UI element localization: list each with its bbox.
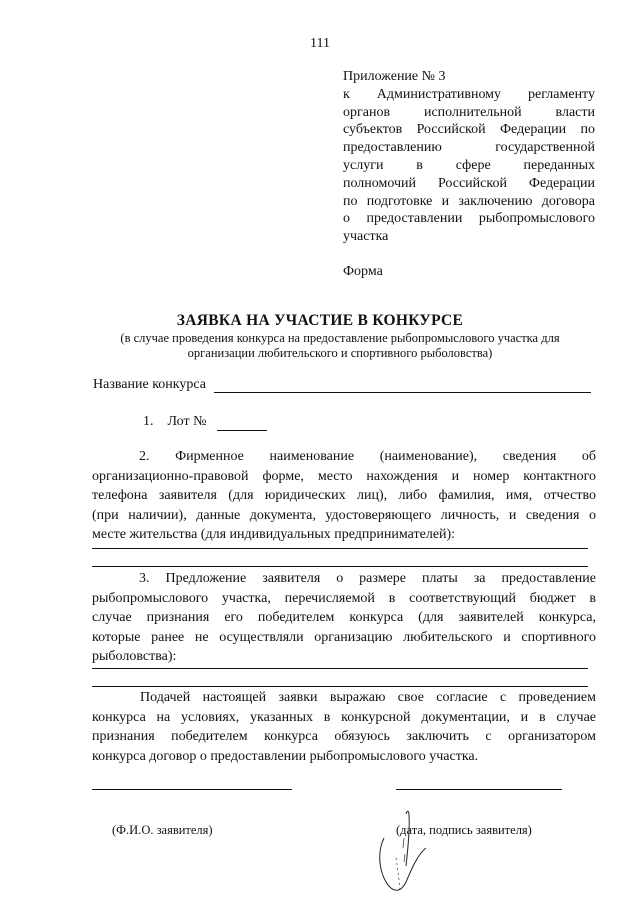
annex-line: услуги в сфере переданных (343, 157, 595, 173)
subtitle-line: организации любительского и спортивного рыболовства) (187, 346, 493, 360)
lot-row (143, 414, 206, 430)
paragraph-line: (при наличии), данные документа, удостоверяющего личность, и сведения о (92, 507, 596, 523)
fee-proposal-field-line[interactable] (92, 686, 588, 687)
form-label: Форма (343, 263, 383, 279)
annex-header (343, 68, 595, 281)
annex-line: о предоставлении рыбопромыслового (343, 211, 595, 227)
paragraph-line: рыболовства): (92, 649, 177, 664)
consent-paragraph (92, 688, 596, 766)
annex-line: полномочий Российской Федерации (343, 175, 595, 191)
paragraph-line: телефона заявителя (для юридических лиц), либо фамилия, имя, отчество (92, 488, 596, 503)
contest-name-label: Название конкурса (93, 377, 206, 392)
item-2-paragraph (92, 447, 596, 545)
paragraph-line: 2. Фирменное наименование (наименование), сведения об (139, 449, 596, 464)
paragraph-line: признания победителем конкурса обязуюсь заключить с организатором (92, 729, 596, 744)
fee-proposal-field-line[interactable] (92, 668, 588, 669)
paragraph-line: которые ранее не осуществляли организацию любительского и спортивного (92, 629, 596, 645)
page-number: 111 (310, 36, 330, 51)
paragraph-line: рыбопромыслового участка, перечисляемой в соответствующий бюджет в (92, 590, 596, 606)
annex-line: органов исполнительной власти (343, 104, 595, 120)
document-subtitle (100, 331, 580, 361)
lot-label: Лот № (167, 414, 207, 429)
subtitle-line: (в случае проведения конкурса на предоставление рыбопромыслового участка для (120, 331, 560, 345)
applicant-info-field-line[interactable] (92, 548, 588, 549)
lot-number: 1. (143, 414, 154, 429)
annex-line: Приложение № 3 (343, 69, 446, 84)
signature-stroke (403, 838, 405, 862)
applicant-info-field-line[interactable] (92, 566, 588, 567)
lot-number-field-line[interactable] (217, 430, 267, 431)
paragraph-line: конкурса договор о предоставлении рыбопромыслового участка. (92, 748, 479, 764)
handwritten-signature (366, 808, 436, 900)
date-signature-label: (дата, подпись заявителя) (396, 823, 532, 837)
document-title: ЗАЯВКА НА УЧАСТИЕ В КОНКУРСЕ (176, 312, 464, 329)
paragraph-line: случае признания его победителем конкурса (для заявителей конкурса, (92, 610, 596, 625)
paragraph-line: организационно-правовой форме, место нахождения и номер контактного (92, 468, 596, 484)
paragraph-line: Подачей настоящей заявки выражаю свое согласие с проведением (140, 690, 596, 705)
name-label: (Ф.И.О. заявителя) (112, 823, 213, 837)
annex-line: к Административному регламенту (343, 86, 595, 102)
signature-stroke (396, 858, 400, 890)
name-signature-line[interactable] (92, 789, 292, 790)
annex-line: по подготовке и заключению договора (343, 193, 595, 209)
annex-line: предоставлению государственной (343, 140, 595, 156)
item-3-paragraph (92, 569, 596, 667)
date-signature-line[interactable] (396, 789, 562, 790)
contest-name-field-line[interactable] (214, 392, 591, 393)
annex-line: субъектов Российской Федерации по (343, 122, 595, 138)
signature-stroke (406, 811, 409, 866)
annex-line: участка (343, 229, 389, 245)
paragraph-line: конкурса на условиях, указанных в конкурсной документации, и в случае (92, 709, 596, 725)
paragraph-line: 3. Предложение заявителя о размере платы за предоставление (139, 571, 596, 586)
paragraph-line: месте жительства (для индивидуальных предпринимателей): (92, 527, 456, 542)
